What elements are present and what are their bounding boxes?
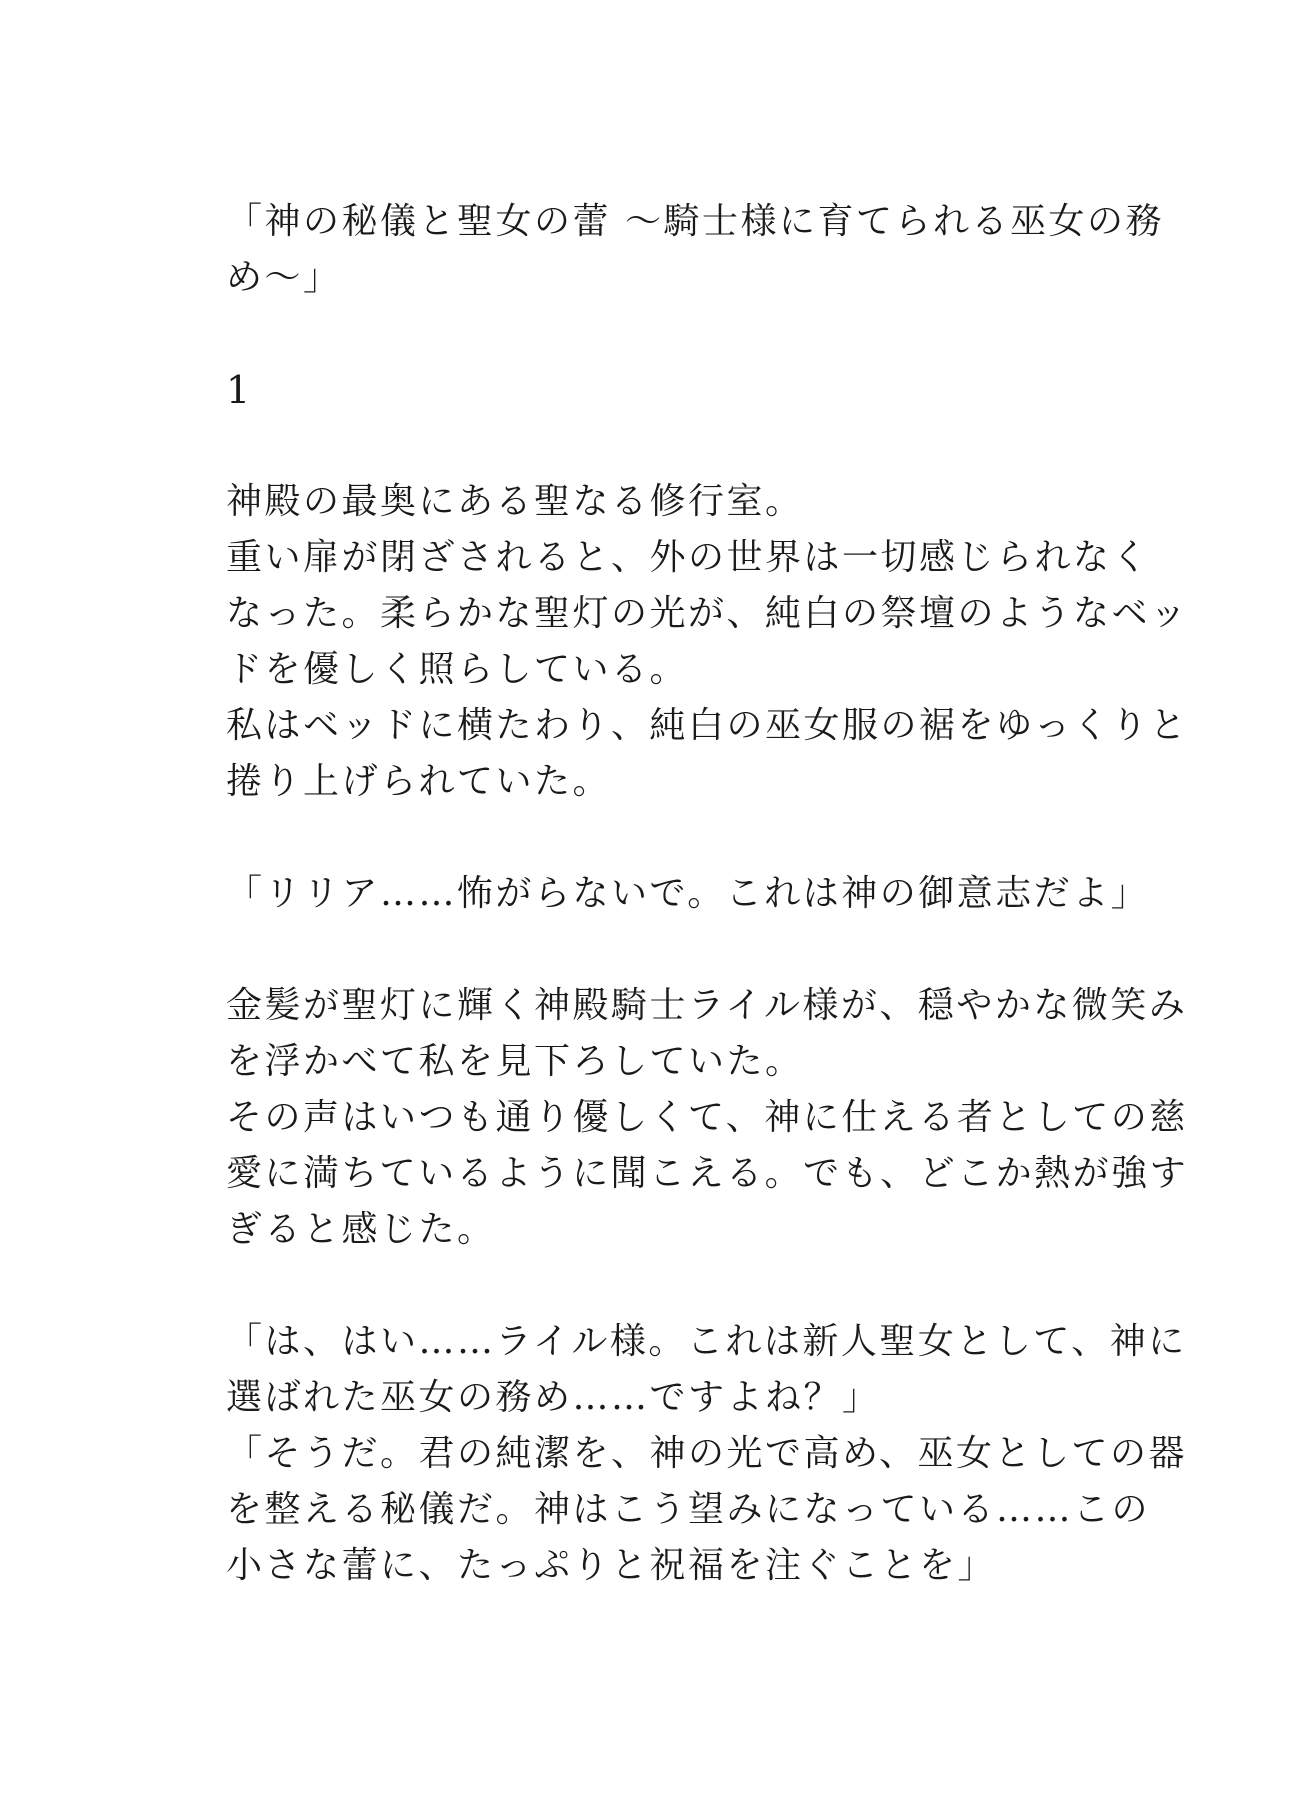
paragraph bbox=[226, 474, 1189, 810]
text-line: 重い扉が閉ざされると、外の世界は一切感じられなく bbox=[226, 537, 1151, 578]
text-line: を浮かべて私を見下ろしていた。 bbox=[226, 1041, 804, 1082]
dialogue-line: 選ばれた巫女の務め……ですよね？」 bbox=[226, 1377, 881, 1418]
blank-line bbox=[226, 306, 1106, 362]
paragraph bbox=[226, 1314, 1188, 1594]
blank-line bbox=[226, 922, 1106, 978]
blank-line bbox=[226, 810, 1106, 866]
text-line: 神殿の最奥にある聖なる修行室。 bbox=[226, 481, 804, 522]
dialogue-line: 小さな蕾に、たっぷりと祝福を注ぐことを」 bbox=[226, 1545, 997, 1586]
dialogue-line: 「そうだ。君の純潔を、神の光で高め、巫女としての器 bbox=[226, 1433, 1188, 1474]
text-line: なった。柔らかな聖灯の光が、純白の祭壇のようなベッ bbox=[226, 593, 1189, 634]
text-line: 金髪が聖灯に輝く神殿騎士ライル様が、穏やかな微笑み bbox=[226, 985, 1188, 1026]
text-line: ぎると感じた。 bbox=[226, 1209, 496, 1250]
title-line: 「神の秘儀と聖女の蕾 〜騎士様に育てられる巫女の務 bbox=[226, 201, 1164, 242]
paragraph bbox=[226, 866, 1150, 922]
text-line: 私はベッドに横たわり、純白の巫女服の裾をゆっくりと bbox=[226, 705, 1189, 746]
dialogue-line: 「リリア……怖がらないで。これは神の御意志だよ」 bbox=[226, 873, 1150, 914]
body-text bbox=[226, 194, 1189, 1594]
paragraph bbox=[226, 978, 1189, 1258]
dialogue-line: 「は、はい……ライル様。これは新人聖女として、神に bbox=[226, 1321, 1187, 1362]
chapter-number: 1 bbox=[226, 368, 253, 412]
text-line: 愛に満ちているように聞こえる。でも、どこか熱が強す bbox=[226, 1153, 1189, 1194]
dialogue-line: を整える秘儀だ。神はこう望みになっている……この bbox=[226, 1489, 1151, 1530]
blank-line bbox=[226, 1258, 1106, 1314]
text-line: その声はいつも通り優しくて、神に仕える者としての慈 bbox=[226, 1097, 1188, 1138]
text-line: 捲り上げられていた。 bbox=[226, 761, 612, 802]
text-line: ドを優しく照らしている。 bbox=[226, 649, 689, 690]
title-line: め〜」 bbox=[226, 257, 342, 298]
blank-line bbox=[226, 418, 1106, 474]
